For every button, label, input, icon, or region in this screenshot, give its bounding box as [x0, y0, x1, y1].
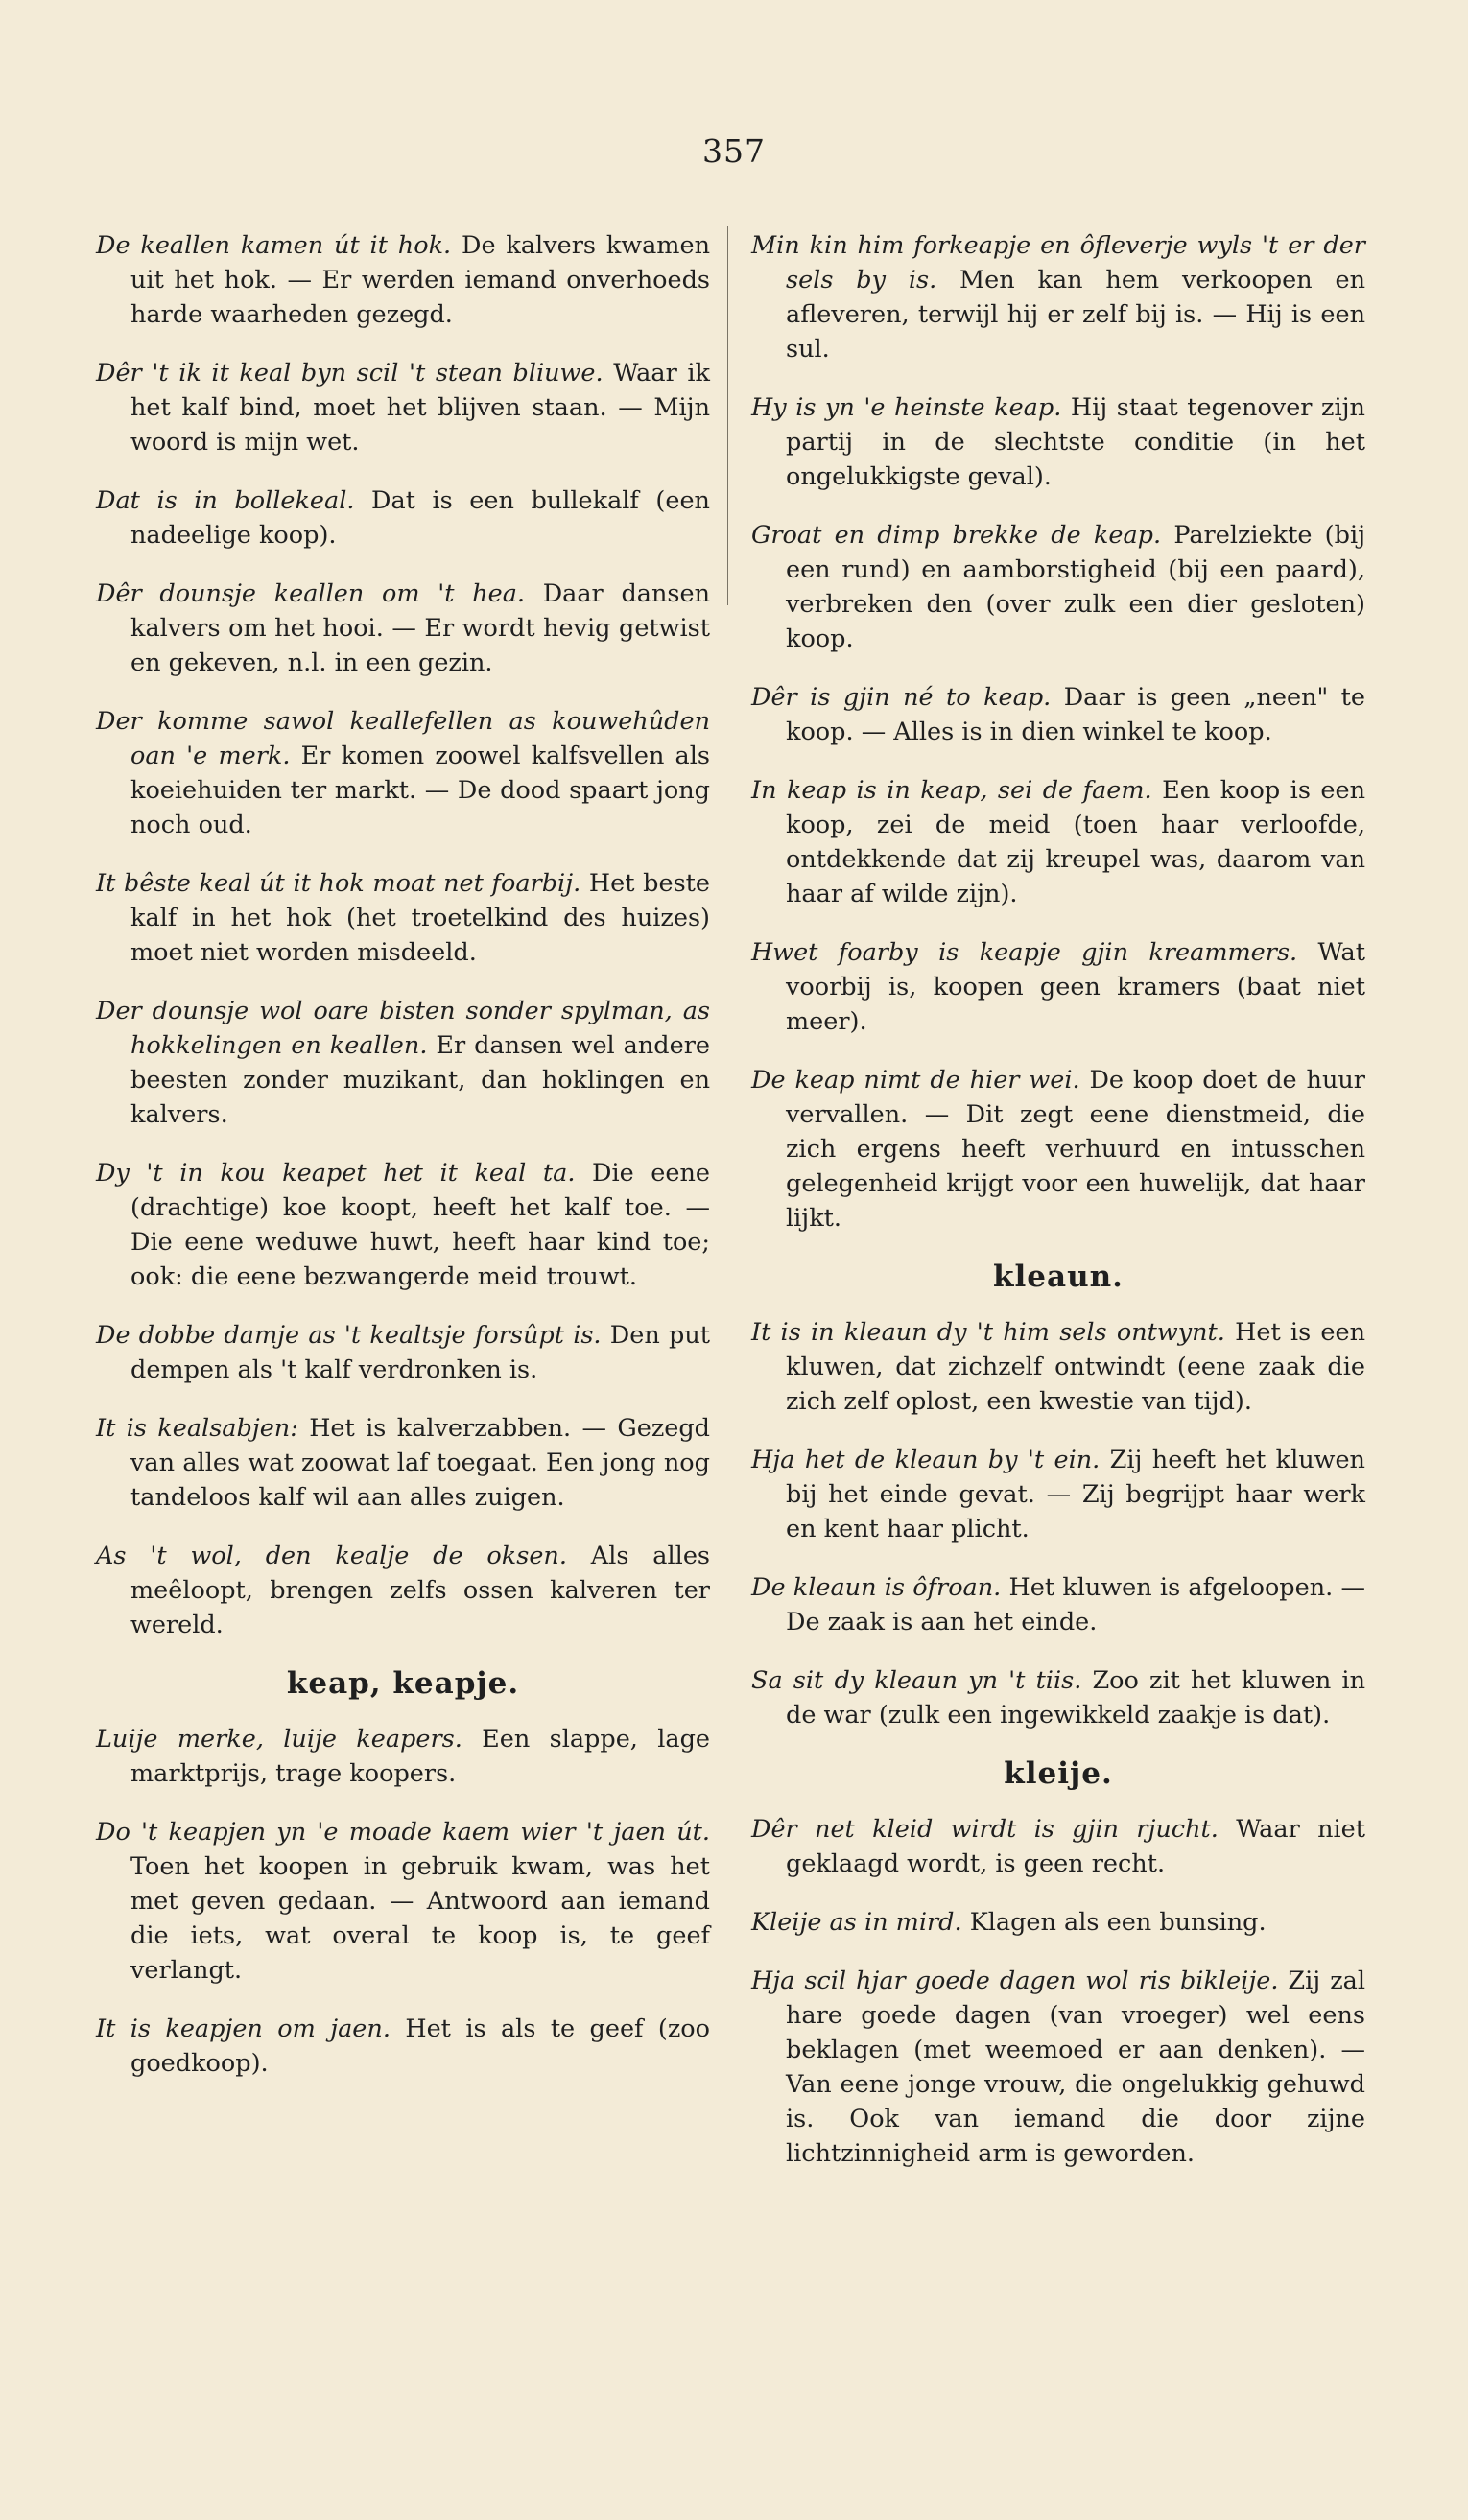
proverb-entry [96, 1318, 710, 1387]
proverb-translation: Die eene (drachtige) koe koopt, heeft het kalf toe. — Die eene weduwe huwt, heeft haar kind toe; ook: die eene bezwangerde meid trouwt. [130, 1159, 710, 1291]
proverb-phrase: De kleaun is ôfroan. [751, 1573, 1002, 1602]
proverb-phrase: Min kin him forkeapje en ôfleverje wyls 't er der sels by is. [751, 231, 1365, 294]
proverb-translation: Den put dempen als 't kalf verdronken is. [130, 1321, 710, 1384]
proverb-translation: De koop doet de huur vervallen. — Dit zegt eene dienstmeid, die zich ergens heeft verhuurd en intusschen gelegenheid krijgt voor een huwelijk, dat haar lijkt. [786, 1066, 1365, 1233]
proverb-entry [96, 1411, 710, 1515]
proverb-phrase: In keap is in keap, sei de faem. [751, 776, 1152, 805]
proverb-entry [96, 1722, 710, 1791]
proverb-phrase: De keap nimt de hier wei. [751, 1066, 1080, 1095]
proverb-phrase: Dêr is gjin né to keap. [751, 683, 1052, 712]
proverb-entry [751, 935, 1365, 1039]
proverb-translation: Een koop is een koop, zei de meid (toen haar verloofde, ontdekkende dat zij kreupel was, daarom van haar af wilde zijn). [786, 776, 1365, 908]
proverb-phrase: Dat is in bollekeal. [96, 486, 355, 515]
proverb-translation: Toen het koopen in gebruik kwam, was het met geven gedaan. — Antwoord aan iemand die iets, wat overal te koop is, te geef verlangt. [130, 1852, 710, 1985]
proverb-phrase: Dêr 't ik it keal byn scil 't stean bliuwe. [96, 359, 604, 388]
proverb-entry [96, 1815, 710, 1988]
proverb-phrase: It is kealsabjen: [96, 1414, 298, 1443]
section-heading: kleaun. [993, 1260, 1124, 1294]
proverb-translation: Zij heeft het kluwen bij het einde gevat. — Zij begrijpt haar werk en kent haar plicht. [786, 1446, 1365, 1543]
proverb-entry [751, 1570, 1365, 1639]
proverb-translation: Het is kalverzabben. — Gezegd van alles wat zoowat laf toegaat. Een jong nog tandeloos kalf wil aan alles zuigen. [130, 1414, 710, 1512]
proverb-entry [96, 483, 710, 553]
proverb-translation: Het is als te geef (zoo goedkoop). [130, 2014, 710, 2078]
proverb-phrase: De keallen kamen út it hok. [96, 231, 452, 260]
right-column [751, 228, 1365, 2195]
proverb-entry [96, 704, 710, 842]
proverb-phrase: Sa sit dy kleaun yn 't tiis. [751, 1666, 1082, 1695]
proverb-translation: Zoo zit het kluwen in de war (zulk een ingewikkeld zaakje is dat). [786, 1666, 1365, 1730]
proverb-phrase: Dy 't in kou keapet het it keal ta. [96, 1159, 576, 1188]
proverb-phrase: De dobbe damje as 't kealtsje forsûpt is. [96, 1321, 602, 1350]
proverb-entry [751, 518, 1365, 656]
proverb-translation: Het kluwen is afgeloopen. — De zaak is aan het einde. [786, 1573, 1365, 1637]
proverb-entry [751, 1663, 1365, 1732]
proverb-entry [96, 1156, 710, 1294]
proverb-entry [751, 1964, 1365, 2171]
proverb-translation: De kalvers kwamen uit het hok. — Er werden iemand onverhoeds harde waarheden gezegd. [130, 231, 711, 329]
proverb-translation: Dat is een bullekalf (een nadeelige koop). [130, 486, 710, 550]
proverb-entry [96, 356, 710, 459]
proverb-phrase: It bêste keal út it hok moat net foarbij. [96, 869, 581, 898]
proverb-entry [96, 228, 710, 332]
proverb-translation: Het is een kluwen, dat zichzelf ontwindt (eene zaak die zich zelf oplost, een kwestie van tijd). [786, 1318, 1365, 1416]
proverb-translation: Waar ik het kalf bind, moet het blijven staan. — Mijn woord is mijn wet. [130, 359, 710, 457]
proverb-translation: Daar dansen kalvers om het hooi. — Er wordt hevig getwist en gekeven, n.l. in een gezin. [130, 579, 710, 677]
proverb-phrase: Dêr dounsje keallen om 't hea. [96, 579, 525, 608]
proverb-phrase: As 't wol, den kealje de oksen. [96, 1542, 567, 1570]
proverb-translation: Er komen zoowel kalfsvellen als koeiehuiden ter markt. — De dood spaart jong noch oud. [130, 742, 710, 839]
proverb-entry [96, 866, 710, 970]
proverb-translation: Als alles meêloopt, brengen zelfs ossen kalveren ter wereld. [130, 1542, 710, 1639]
proverb-translation: Men kan hem verkoopen en afleveren, terwijl hij er zelf bij is. — Hij is een sul. [786, 266, 1365, 364]
proverb-translation: Parelziekte (bij een rund) en aamborstigheid (bij een paard), verbreken den (over zulk een dier gesloten) koop. [786, 521, 1366, 653]
proverb-entry [96, 994, 710, 1132]
proverb-translation: Zij zal hare goede dagen (van vroeger) wel eens beklagen (met weemoed er aan denken). — Van eene jonge vrouw, die ongelukkig gehuwd is. Ook van iemand die door zijne lichtzinnigheid arm is geworden. [786, 1967, 1365, 2168]
proverb-entry [751, 773, 1365, 911]
proverb-phrase: It is in kleaun dy 't him sels ontwynt. [751, 1318, 1225, 1347]
proverb-phrase: Der komme sawol keallefellen as kouwehûden oan 'e merk. [96, 707, 710, 770]
proverb-phrase: Hwet foarby is keapje gjin kreammers. [751, 938, 1298, 967]
proverb-entry [751, 228, 1365, 366]
proverb-translation: Er dansen wel andere beesten zonder muzikant, dan hoklingen en kalvers. [130, 1031, 710, 1129]
proverb-translation: Een slappe, lage marktprijs, trage koopers. [130, 1725, 710, 1788]
proverb-phrase: Hja het de kleaun by 't ein. [751, 1446, 1101, 1474]
section-heading: kleije. [1004, 1756, 1113, 1791]
proverb-entry [751, 1905, 1365, 1940]
proverb-translation: Klagen als een bunsing. [969, 1908, 1267, 1937]
proverb-entry [96, 2012, 710, 2081]
proverb-translation: Wat voorbij is, koopen geen kramers (baat niet meer). [786, 938, 1365, 1036]
proverb-phrase: Hja scil hjar goede dagen wol ris bikleije. [751, 1967, 1279, 1995]
proverb-phrase: Kleije as in mird. [751, 1908, 962, 1937]
proverb-phrase: Der dounsje wol oare bisten sonder spylman, as hokkelingen en keallen. [96, 997, 710, 1060]
proverb-translation: Hij staat tegenover zijn partij in de slechtste conditie (in het ongelukkigste geval). [786, 393, 1365, 491]
proverb-entry [751, 1812, 1365, 1881]
proverb-entry [96, 577, 710, 680]
proverb-phrase: Luije merke, luije keapers. [96, 1725, 462, 1754]
proverb-entry [751, 680, 1365, 749]
page-number: 357 [702, 132, 766, 170]
section-heading: keap, keapje. [286, 1666, 520, 1701]
proverb-entry [96, 1539, 710, 1642]
proverb-entry [751, 1315, 1365, 1419]
proverb-entry [751, 1063, 1365, 1236]
proverb-phrase: Do 't keapjen yn 'e moade kaem wier 't jaen út. [96, 1818, 710, 1847]
proverb-entry [751, 1443, 1365, 1546]
proverb-entry [751, 390, 1365, 494]
left-column [96, 228, 710, 2105]
proverb-phrase: It is keapjen om jaen. [96, 2014, 391, 2043]
proverb-translation: Het beste kalf in het hok (het troetelkind des huizes) moet niet worden misdeeld. [130, 869, 711, 967]
column-divider [727, 226, 728, 605]
proverb-phrase: Groat en dimp brekke de keap. [751, 521, 1162, 550]
proverb-phrase: Dêr net kleid wirdt is gjin rjucht. [751, 1815, 1219, 1844]
proverb-translation: Waar niet geklaagd wordt, is geen recht. [786, 1815, 1365, 1878]
proverb-translation: Daar is geen „neen" te koop. — Alles is in dien winkel te koop. [786, 683, 1365, 746]
proverb-phrase: Hy is yn 'e heinste keap. [751, 393, 1062, 422]
